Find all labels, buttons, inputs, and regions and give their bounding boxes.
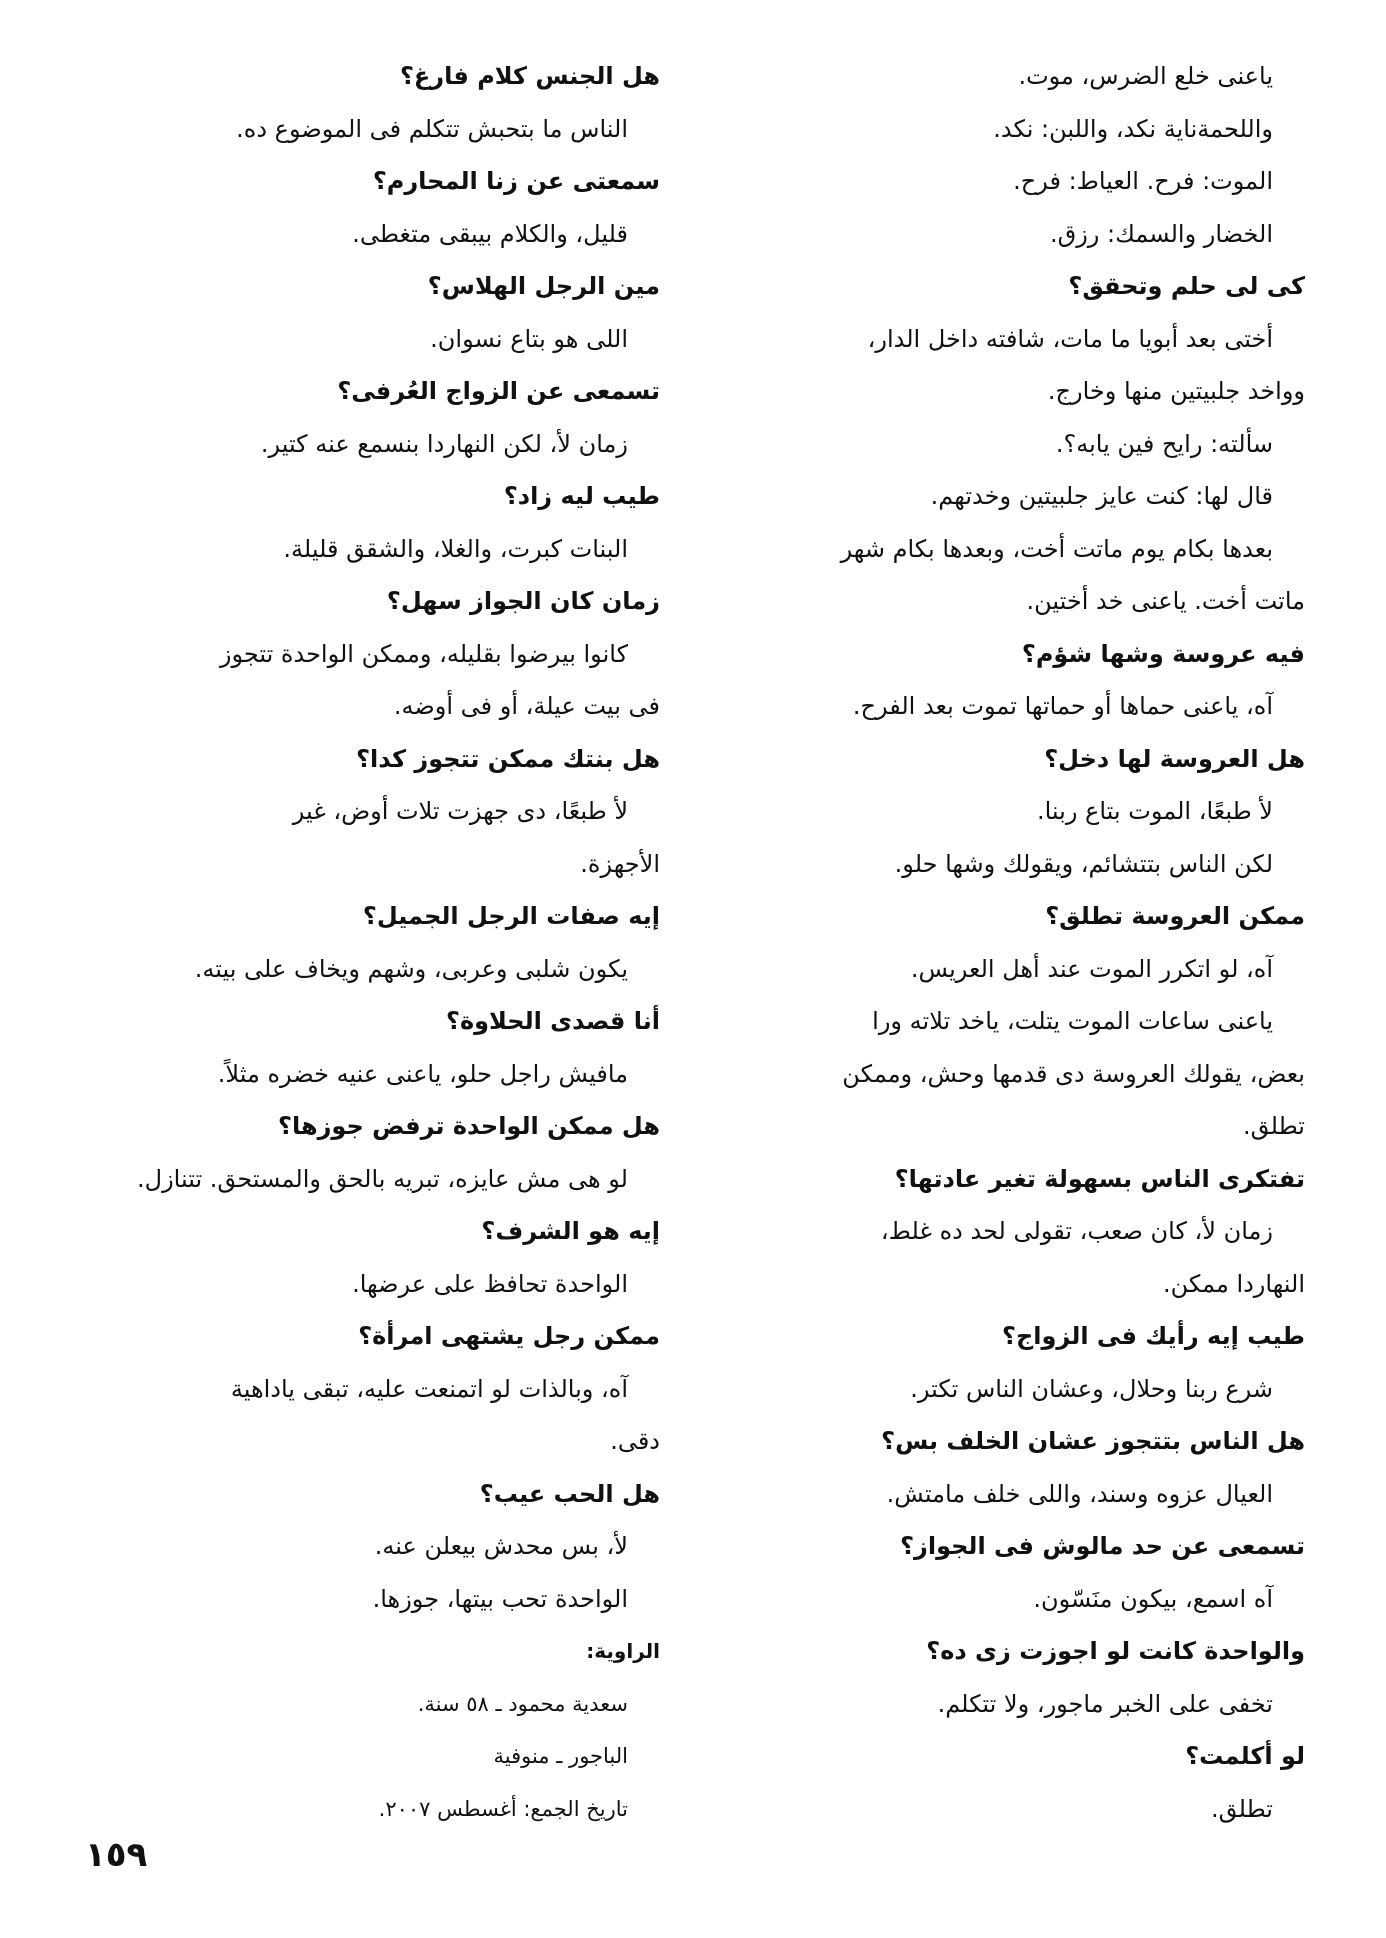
question-line: أنا قصدى الحلاوة؟ [446,1007,660,1035]
narrator-name: سعدية محمود ـ ٥٨ سنة. [417,1691,628,1716]
question-line: هل ممكن الواحدة ترفض جوزها؟ [278,1112,660,1140]
answer-line: قليل، والكلام بيبقى متغطى. [352,219,628,248]
answer-line: زمان لأ، لكن النهاردا بنسمع عنه كتير. [260,429,628,458]
answer-line: آه اسمع، بيكون منَسّون. [1033,1584,1273,1613]
answer-line: لو هى مش عايزه، تبريه بالحق والمستحق. تتنازل. [137,1164,628,1193]
answer-line: دقى. [610,1427,660,1455]
answer-line: كانوا بيرضوا بقليله، وممكن الواحدة تتجوز [219,639,628,668]
question-line: سمعتى عن زنا المحارم؟ [372,167,660,195]
question-line: طيب إيه رأيك فى الزواج؟ [1002,1322,1305,1350]
question-line: هل الجنس كلام فارغ؟ [399,62,660,90]
answer-line: الواحدة تحافظ على عرضها. [352,1269,628,1298]
question-line: فيه عروسة وشها شؤم؟ [1021,639,1305,668]
question-line: زمان كان الجواز سهل؟ [386,587,660,615]
question-line: تسمعى عن حد مالوش فى الجواز؟ [900,1532,1305,1560]
answer-line: ياعنى ساعات الموت يتلت، ياخد تلاته ورا [872,1007,1273,1035]
answer-line: اللى هو بتاع نسوان. [430,324,628,353]
narrator-place: الباجور ـ منوفية [493,1744,628,1768]
answer-line: لكن الناس بتتشائم، ويقولك وشها حلو. [894,849,1273,878]
answer-line: بعدها بكام يوم ماتت أخت، وبعدها بكام شهر [840,534,1273,563]
question-line: طيب ليه زاد؟ [503,482,660,510]
answer-line: الواحدة تحب بيتها، جوزها. [372,1584,628,1613]
answer-line: تطلق. [1211,1794,1273,1823]
question-line: كى لى حلم وتحقق؟ [1068,272,1305,300]
answer-line: النهاردا ممكن. [1162,1269,1305,1298]
question-line: هل الحب عيب؟ [479,1479,660,1508]
answer-line: بعض، يقولك العروسة دى قدمها وحش، وممكن [842,1059,1305,1088]
question-line: هل الناس بتتجوز عشان الخلف بس؟ [881,1427,1305,1455]
question-line: ممكن رجل يشتهى امرأة؟ [358,1322,660,1350]
answer-line: الناس ما بتحبش تتكلم فى الموضوع ده. [236,114,628,143]
answer-line: زمان لأ، كان صعب، تقولى لحد ده غلط، [880,1217,1273,1245]
answer-line: قال لها: كنت عايز جلبيتين وخدتهم. [930,482,1273,510]
question-line: هل بنتك ممكن تتجوز كدا؟ [356,744,660,773]
narrator-date: تاريخ الجمع: أغسطس ٢٠٠٧. [378,1796,628,1821]
question-line: إيه صفات الرجل الجميل؟ [362,902,660,930]
question-line: مين الرجل الهلاس؟ [427,272,660,300]
answer-line: فى بيت عيلة، أو فى أوضه. [393,692,660,720]
answer-line: لأ طبعًا، الموت بتاع ربنا. [1036,797,1273,825]
answer-line: أختى بعد أبويا ما مات، شافته داخل الدار، [867,324,1273,353]
answer-line: ماتت أخت. ياعنى خد أختين. [1026,587,1305,615]
answer-line: البنات كبرت، والغلا، والشقق قليلة. [283,534,628,563]
narrator-label: الراوية: [586,1639,660,1663]
question-line: إيه هو الشرف؟ [481,1217,660,1245]
answer-line: يكون شلبى وعربى، وشهم ويخاف على بيته. [194,954,628,983]
question-line: هل العروسة لها دخل؟ [1044,744,1305,773]
right-column [735,50,1305,1835]
answer-line: آه، وبالذات لو اتمنعت عليه، تبقى ياداهية [230,1374,628,1403]
question-line: لو أكلمت؟ [1185,1742,1305,1770]
left-column [85,50,660,1835]
answer-line: ياعنى خلع الضرس، موت. [1018,62,1273,90]
answer-line: شرع ربنا وحلال، وعشان الناس تكتر. [910,1374,1273,1403]
answer-line: الأجهزة. [580,849,660,878]
page-number: ١٥٩ [85,1835,148,1875]
question-line: والواحدة كانت لو اجوزت زى ده؟ [926,1637,1305,1665]
answer-line: لأ، بس محدش بيعلن عنه. [374,1532,628,1560]
question-line: تفتكرى الناس بسهولة تغير عادتها؟ [894,1164,1305,1193]
answer-line: مافيش راجل حلو، ياعنى عنيه خضره مثلاً. [217,1059,628,1088]
answer-line: تخفى على الخبر ماجور، ولا تتكلم. [937,1689,1273,1718]
answer-line: واللحمةناية نكد، واللبن: نكد. [993,114,1273,143]
answer-line: تطلق. [1243,1112,1305,1140]
answer-line: وواخد جلبيتين منها وخارج. [1047,377,1305,405]
question-line: تسمعى عن الزواج العُرفى؟ [337,377,660,405]
answer-line: سألته: رايح فين يابه؟. [1055,429,1273,458]
answer-line: آه، ياعنى حماها أو حماتها تموت بعد الفرح. [852,692,1273,720]
question-line: ممكن العروسة تطلق؟ [1045,902,1305,930]
answer-line: الموت: فرح. العياط: فرح. [1013,167,1273,195]
answer-line: لأ طبعًا، دى جهزت تلات أوض، غير [292,797,628,825]
answer-line: آه، لو اتكرر الموت عند أهل العريس. [910,954,1273,983]
answer-line: الخضار والسمك: رزق. [1049,219,1273,248]
answer-line: العيال عزوه وسند، واللى خلف مامتش. [886,1479,1273,1508]
